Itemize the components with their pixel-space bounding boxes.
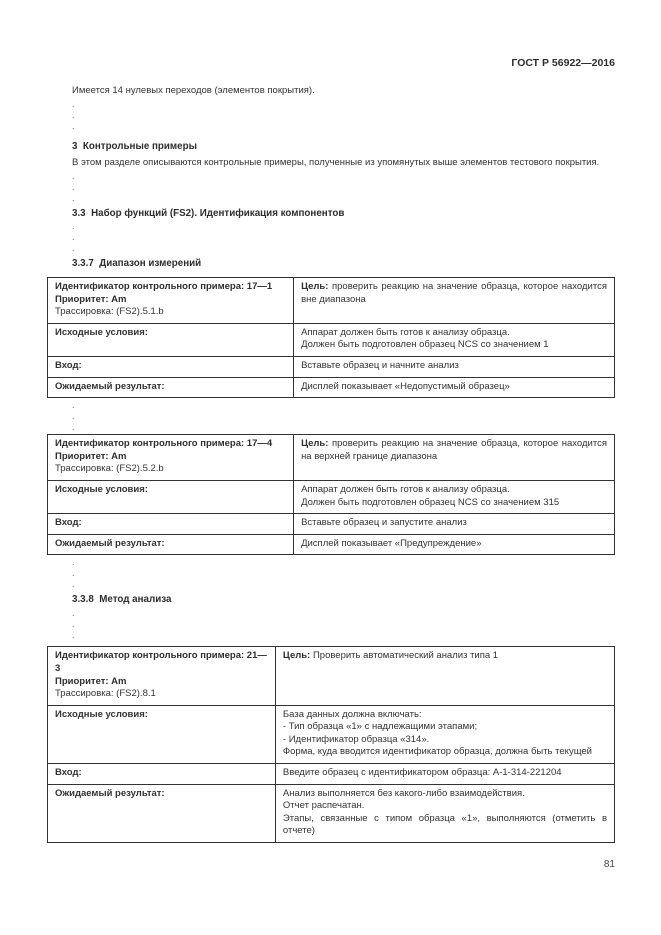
test-case-table-21-3 <box>47 646 615 843</box>
precondition-line: - Идентификатор образца «314». <box>282 733 430 745</box>
ellipsis-dot: . <box>72 619 75 630</box>
goal-text: Проверить автоматический анализ типа 1 <box>312 650 499 662</box>
test-case-identifier: Идентификатор контрольного примера: 21—3 <box>55 650 267 674</box>
ellipsis-group-5 <box>72 558 615 591</box>
table-row <box>48 514 615 535</box>
goal-text: проверить реакцию на значение образца, которое находится вне диапазона <box>301 281 607 305</box>
preconditions-label: Исходные условия: <box>48 323 294 356</box>
table-row <box>48 323 615 356</box>
expected-cell: Дисплей показывает «Предупреждение» <box>294 534 615 555</box>
ellipsis-dot: . <box>72 608 75 619</box>
ellipsis-dot: . <box>72 243 75 253</box>
input-label: Вход: <box>48 764 276 785</box>
heading-section-3-3-7: 3.3.7 Диапазон измерений <box>72 258 202 269</box>
table-row <box>48 480 615 513</box>
preconditions-label: Исходные условия: <box>48 480 294 513</box>
goal-label: Цель: <box>301 438 329 450</box>
input-cell: Вставьте образец и запустите анализ <box>294 514 615 535</box>
preconditions-label: Исходные условия: <box>48 705 276 763</box>
table-row <box>48 278 615 324</box>
precondition-line: Должен быть подготовлен образец NCS со значением 315 <box>301 496 560 508</box>
expected-cell: Дисплей показывает «Недопустимый образец» <box>294 377 615 398</box>
expected-label: Ожидаемый результат: <box>48 784 276 842</box>
doc-number-header: ГОСТ Р 56922—2016 <box>511 57 615 69</box>
ellipsis-dot: . <box>72 193 75 203</box>
test-case-trace: Трассировка: (FS2).5.2.b <box>55 463 164 475</box>
test-case-id-cell <box>48 278 294 324</box>
input-label: Вход: <box>48 356 294 377</box>
table-row <box>48 534 615 555</box>
test-case-trace: Трассировка: (FS2).8.1 <box>55 688 156 700</box>
test-case-priority: Приоритет: Am <box>55 293 127 305</box>
ellipsis-group-6 <box>72 609 615 642</box>
precondition-line: Аппарат должен быть готов к анализу образца. <box>301 483 510 495</box>
input-cell: Введите образец с идентификатором образца: А-1-314-221204 <box>275 764 614 785</box>
input-label: Вход: <box>48 514 294 535</box>
input-cell: Вставьте образец и начните анализ <box>294 356 615 377</box>
table-row <box>48 647 615 705</box>
table-row <box>48 705 615 763</box>
test-case-goal-cell <box>294 435 615 481</box>
page-number: 81 <box>603 859 615 871</box>
goal-label: Цель: <box>301 281 329 292</box>
test-case-identifier: Идентификатор контрольного примера: 17—4 <box>55 438 273 450</box>
ellipsis-dot: . <box>72 171 75 181</box>
preconditions-cell <box>294 480 615 513</box>
heading-section-3: 3 Контрольные примеры <box>72 141 197 152</box>
precondition-line: - Тип образца «1» с надлежащими этапами; <box>282 721 478 733</box>
preconditions-cell <box>294 323 615 356</box>
paragraph-section-3: В этом разделе описываются контрольные примеры, полученные из упомянутых выше элементов тестового покрытия. <box>72 157 600 168</box>
expected-line: Отчет распечатан. <box>282 800 365 812</box>
table-row <box>48 784 615 842</box>
ellipsis-dot: . <box>72 182 75 192</box>
precondition-line: Форма, куда вводится идентификатор образца, должна быть текущей <box>282 746 592 758</box>
table-row <box>48 356 615 377</box>
ellipsis-dot: . <box>72 411 75 422</box>
precondition-line: Должен быть подготовлен образец NCS со значением 1 <box>301 339 549 351</box>
test-case-goal-cell <box>275 647 614 705</box>
ellipsis-dot: . <box>72 110 75 120</box>
ellipsis-group-2 <box>72 172 615 205</box>
test-case-id-cell <box>48 435 294 481</box>
ellipsis-dot: . <box>72 221 75 231</box>
precondition-line: База данных должна включать: <box>282 708 422 720</box>
expected-cell <box>275 784 614 842</box>
precondition-line: Аппарат должен быть готов к анализу образца. <box>301 326 510 338</box>
heading-section-3-3-8: 3.3.8 Метод анализа <box>72 594 172 606</box>
expected-line: Анализ выполняется без какого-либо взаимодействия. <box>282 787 525 799</box>
test-case-id-cell <box>48 647 276 705</box>
heading-section-3-3: 3.3 Набор функций (FS2). Идентификация компонентов <box>72 208 345 219</box>
table-row <box>48 435 615 481</box>
test-case-goal-cell <box>294 278 615 324</box>
test-case-priority: Приоритет: Am <box>55 450 127 462</box>
preconditions-cell <box>275 705 614 763</box>
ellipsis-group-4 <box>72 401 615 434</box>
test-case-table-17-4 <box>47 434 615 555</box>
expected-label: Ожидаемый результат: <box>48 534 294 555</box>
ellipsis-group-3 <box>72 222 615 255</box>
test-case-trace: Трассировка: (FS2).5.1.b <box>55 306 164 318</box>
test-case-priority: Приоритет: Am <box>55 675 127 687</box>
ellipsis-dot: . <box>72 568 75 579</box>
ellipsis-dot: . <box>72 121 75 131</box>
ellipsis-dot: . <box>72 99 75 109</box>
ellipsis-group-1 <box>72 100 615 133</box>
ellipsis-dot: . <box>72 232 75 242</box>
test-case-identifier: Идентификатор контрольного примера: 17—1 <box>55 281 273 292</box>
ellipsis-dot: . <box>72 422 75 433</box>
expected-line: Этапы, связанные с типом образца «1», выполняются (отметить в отчете) <box>282 812 607 837</box>
ellipsis-dot: . <box>72 557 75 568</box>
goal-text: проверить реакцию на значение образца, которое находится на верхней границе диапазона <box>301 438 607 462</box>
ellipsis-dot: . <box>72 579 75 590</box>
table-row <box>48 377 615 398</box>
expected-label: Ожидаемый результат: <box>48 377 294 398</box>
table-row <box>48 764 615 785</box>
ellipsis-dot: . <box>72 630 75 641</box>
goal-label: Цель: <box>282 650 311 662</box>
paragraph-zero-transitions: Имеется 14 нулевых переходов (элементов покрытия). <box>72 85 315 96</box>
test-case-table-17-1 <box>47 277 615 398</box>
ellipsis-dot: . <box>72 400 75 411</box>
